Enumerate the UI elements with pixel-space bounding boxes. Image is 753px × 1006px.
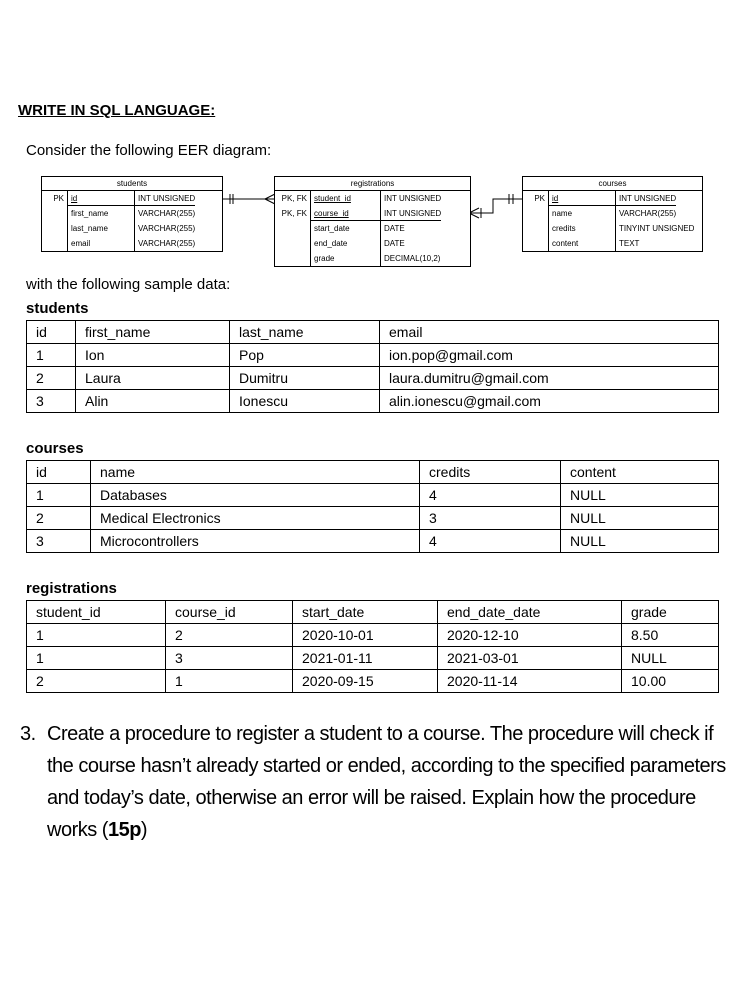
entity-row: [275, 236, 470, 251]
question-text: [47, 718, 730, 846]
entity-field-type: TINYINT UNSIGNED: [619, 224, 695, 233]
table-cell: 2021-01-11: [293, 647, 438, 670]
table-cell: Ionescu: [230, 390, 380, 413]
sample-data-intro: with the following sample data:: [26, 276, 231, 293]
table-cell: 3: [166, 647, 293, 670]
table-cell: laura.dumitru@gmail.com: [380, 367, 719, 390]
question-3: [20, 718, 730, 846]
courses-table: [26, 460, 719, 553]
entity-field-type: DATE: [384, 224, 405, 233]
entity-field-name: start_date: [311, 221, 381, 236]
table-cell: 2021-03-01: [438, 647, 622, 670]
table-header-cell: course_id: [166, 601, 293, 624]
table-cell: Pop: [230, 344, 380, 367]
entity-field-type: VARCHAR(255): [138, 209, 196, 218]
entity-field-name: credits: [549, 221, 616, 236]
entity-row: [42, 236, 222, 251]
entity-row: [275, 251, 470, 266]
table-header-cell: name: [91, 461, 420, 484]
table-cell: 1: [166, 670, 293, 693]
table-cell: 1: [27, 647, 166, 670]
table-header-row: [27, 321, 719, 344]
table-cell: Laura: [76, 367, 230, 390]
entity-key: [275, 221, 311, 236]
table-row: [27, 670, 719, 693]
entity-row: [523, 221, 702, 236]
entity-field-name: id: [549, 191, 616, 206]
entity-field-type: VARCHAR(255): [138, 224, 196, 233]
question-points: 15p: [107, 819, 141, 841]
table-cell: 2020-09-15: [293, 670, 438, 693]
table-cell: Medical Electronics: [91, 507, 420, 530]
table-header-cell: credits: [420, 461, 561, 484]
table-cell: 2: [27, 367, 76, 390]
entity-row: [275, 191, 470, 206]
table-cell: NULL: [622, 647, 719, 670]
table-cell: 10.00: [622, 670, 719, 693]
entity-key: [523, 221, 549, 236]
entity-key: PK, FK: [275, 206, 311, 221]
entity-field-name: email: [68, 236, 135, 251]
entity-field-name: grade: [311, 251, 381, 266]
entity-registrations: [274, 176, 471, 267]
table-cell: NULL: [561, 530, 719, 553]
entity-field-name: id: [68, 191, 135, 206]
entity-field-type: VARCHAR(255): [619, 209, 677, 218]
table-row: [27, 344, 719, 367]
table-header-cell: end_date_date: [438, 601, 622, 624]
table-header-cell: email: [380, 321, 719, 344]
table-row: [27, 624, 719, 647]
students-table-title: students: [26, 300, 89, 317]
entity-field-type: INT UNSIGNED: [135, 191, 195, 206]
entity-field-type: TEXT: [619, 239, 640, 248]
table-cell: 3: [420, 507, 561, 530]
entity-key: [523, 236, 549, 251]
table-cell: Dumitru: [230, 367, 380, 390]
entity-field-type: DECIMAL(10,2): [384, 254, 441, 263]
page-heading: WRITE IN SQL LANGUAGE:: [18, 102, 216, 119]
entity-row: [42, 206, 222, 221]
registrations-table: [26, 600, 719, 693]
entity-field-name: last_name: [68, 221, 135, 236]
table-cell: 3: [27, 530, 91, 553]
entity-field-type: INT UNSIGNED: [381, 206, 441, 221]
entity-key: [275, 236, 311, 251]
table-row: [27, 367, 719, 390]
table-header-cell: id: [27, 461, 91, 484]
table-cell: 4: [420, 530, 561, 553]
entity-field-name: student_id: [311, 191, 381, 206]
table-header-cell: last_name: [230, 321, 380, 344]
entity-key: PK: [42, 191, 68, 206]
table-cell: 2: [166, 624, 293, 647]
intro-text: Consider the following EER diagram:: [26, 142, 272, 159]
entity-row: [523, 191, 702, 206]
entity-field-name: content: [549, 236, 616, 251]
table-cell: NULL: [561, 484, 719, 507]
table-cell: 4: [420, 484, 561, 507]
table-header-cell: start_date: [293, 601, 438, 624]
table-header-cell: student_id: [27, 601, 166, 624]
table-row: [27, 507, 719, 530]
entity-field-name: first_name: [68, 206, 135, 221]
entity-key: PK, FK: [275, 191, 311, 206]
entity-title: students: [42, 177, 222, 191]
entity-key: [42, 236, 68, 251]
table-header-cell: content: [561, 461, 719, 484]
table-cell: ion.pop@gmail.com: [380, 344, 719, 367]
table-cell: 1: [27, 484, 91, 507]
table-header-row: [27, 601, 719, 624]
entity-key: [42, 206, 68, 221]
entity-courses: [522, 176, 703, 252]
entity-key: [523, 206, 549, 221]
table-cell: Databases: [91, 484, 420, 507]
table-cell: 1: [27, 624, 166, 647]
table-cell: Microcontrollers: [91, 530, 420, 553]
entity-students: [41, 176, 223, 252]
entity-row: [42, 221, 222, 236]
entity-field-type: INT UNSIGNED: [616, 191, 676, 206]
table-cell: 1: [27, 344, 76, 367]
table-cell: 2020-11-14: [438, 670, 622, 693]
entity-key: PK: [523, 191, 549, 206]
question-body: Create a procedure to register a student to a course. The procedure will check if the course hasn’t already started or ended, according to the specified parameters and today’s date, otherwise an error will be raised. Explain how the procedure works (: [47, 723, 726, 841]
courses-table-title: courses: [26, 440, 84, 457]
table-cell: 2: [27, 507, 91, 530]
students-table: [26, 320, 719, 413]
entity-row: [523, 206, 702, 221]
registrations-table-title: registrations: [26, 580, 117, 597]
table-header-cell: id: [27, 321, 76, 344]
table-cell: Alin: [76, 390, 230, 413]
table-cell: 2020-12-10: [438, 624, 622, 647]
entity-field-type: INT UNSIGNED: [384, 194, 442, 203]
table-cell: 2: [27, 670, 166, 693]
entity-row: [42, 191, 222, 206]
table-cell: 3: [27, 390, 76, 413]
entity-row: [275, 206, 470, 221]
table-row: [27, 390, 719, 413]
table-cell: NULL: [561, 507, 719, 530]
entity-key: [42, 221, 68, 236]
entity-row: [275, 221, 470, 236]
entity-field-name: end_date: [311, 236, 381, 251]
table-row: [27, 647, 719, 670]
entity-field-type: VARCHAR(255): [138, 239, 196, 248]
entity-field-name: course_id: [311, 206, 381, 221]
entity-title: courses: [523, 177, 702, 191]
table-header-row: [27, 461, 719, 484]
table-header-cell: grade: [622, 601, 719, 624]
registrations-courses-link: [469, 199, 522, 213]
table-header-cell: first_name: [76, 321, 230, 344]
table-cell: alin.ionescu@gmail.com: [380, 390, 719, 413]
table-cell: Ion: [76, 344, 230, 367]
table-row: [27, 530, 719, 553]
question-close: ): [140, 819, 148, 841]
table-row: [27, 484, 719, 507]
entity-field-type: DATE: [384, 239, 405, 248]
entity-field-name: name: [549, 206, 616, 221]
table-cell: 8.50: [622, 624, 719, 647]
entity-key: [275, 251, 311, 266]
entity-title: registrations: [275, 177, 470, 191]
table-cell: 2020-10-01: [293, 624, 438, 647]
question-number: 3.: [20, 723, 36, 745]
entity-row: [523, 236, 702, 251]
